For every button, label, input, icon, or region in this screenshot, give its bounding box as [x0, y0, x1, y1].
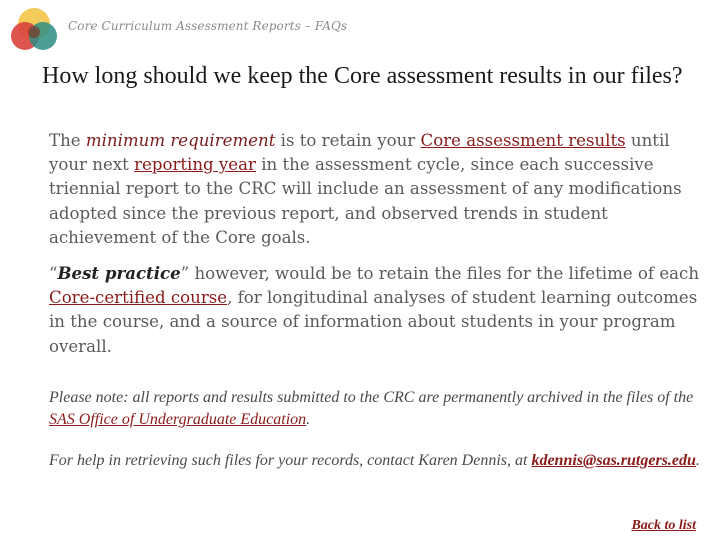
- email-link[interactable]: kdennis@sas.rutgers.edu: [531, 452, 696, 469]
- contact-note: [49, 450, 709, 472]
- reporting-year-link[interactable]: reporting year: [134, 155, 256, 175]
- archive-note: [49, 387, 709, 431]
- core-curriculum-logo: [5, 4, 63, 54]
- p1-text-start: The: [49, 131, 86, 150]
- close-quote: ”: [180, 264, 190, 283]
- minimum-requirement-emphasis: minimum requirement: [85, 131, 276, 150]
- p1-text-mid2: until your next: [49, 131, 670, 175]
- p1-text-rest: in the assessment cycle, since each successive triennial report to the CRC will include an assessment of any modifications adopted since the previous report, and observed trends in student achievement of the Core goals.: [49, 155, 682, 247]
- logo-center: [28, 26, 40, 38]
- core-certified-course-link[interactable]: Core-certified course: [49, 288, 228, 308]
- answer-paragraph-2: [49, 261, 709, 359]
- answer-paragraph-1: [49, 129, 709, 250]
- faq-question: How long should we keep the Core assessment results in our files?: [42, 63, 683, 89]
- archive-note-end: .: [306, 411, 311, 428]
- best-practice-emphasis: Best practice: [57, 263, 181, 283]
- p2-text-mid: however, would be to retain the files for the lifetime of each: [189, 264, 700, 283]
- contact-note-text: For help in retrieving such files for your records, contact Karen Dennis, at: [49, 452, 532, 469]
- back-to-list-link[interactable]: Back to list: [631, 518, 696, 533]
- sas-office-link[interactable]: SAS Office of Undergraduate Education: [49, 411, 307, 428]
- header-title: Core Curriculum Assessment Reports – FAQs: [68, 19, 348, 33]
- p2-text-rest: , for longitudinal analyses of student learning outcomes in the course, and a source of information about students in your program overall.: [49, 288, 698, 356]
- open-quote: “: [49, 264, 58, 283]
- contact-note-end: .: [695, 452, 700, 469]
- p1-text-mid1: is to retain your: [275, 131, 421, 150]
- archive-note-text: Please note: all reports and results submitted to the CRC are permanently archived in the files of the: [49, 389, 694, 406]
- core-assessment-results-link[interactable]: Core assessment results: [420, 131, 626, 150]
